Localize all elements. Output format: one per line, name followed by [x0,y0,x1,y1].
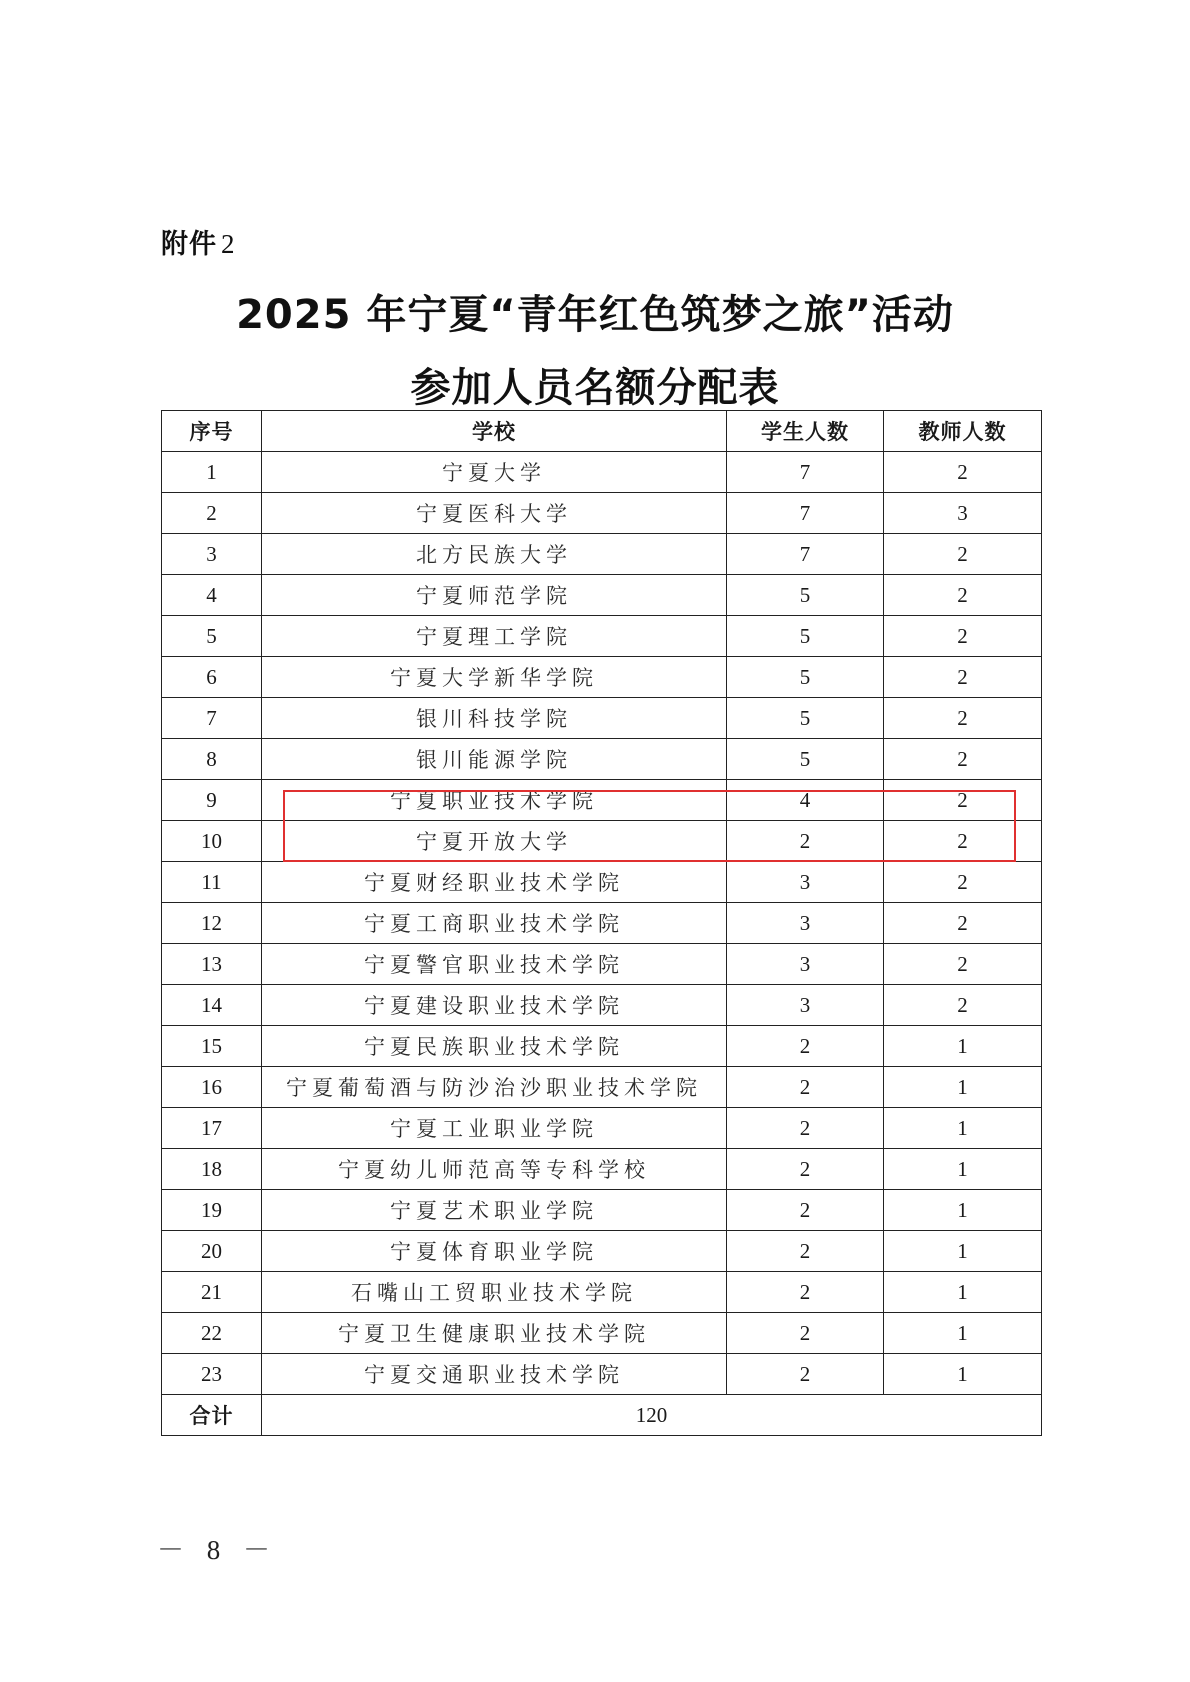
row-student-count: 2 [727,1231,884,1272]
table-row [162,903,1042,944]
row-school-name: 银川科技学院 [262,698,727,739]
row-school-name: 宁夏葡萄酒与防沙治沙职业技术学院 [262,1067,727,1108]
row-school-name: 宁夏医科大学 [262,493,727,534]
row-teacher-count: 2 [884,575,1042,616]
table-row [162,1190,1042,1231]
row-student-count: 5 [727,657,884,698]
row-teacher-count: 2 [884,862,1042,903]
row-student-count: 7 [727,493,884,534]
row-school-name: 宁夏工业职业学院 [262,1108,727,1149]
row-serial-number: 3 [162,534,262,575]
table-row [162,821,1042,862]
table-row [162,1026,1042,1067]
row-student-count: 7 [727,534,884,575]
row-school-name: 宁夏幼儿师范高等专科学校 [262,1149,727,1190]
row-serial-number: 13 [162,944,262,985]
row-teacher-count: 3 [884,493,1042,534]
row-student-count: 2 [727,1149,884,1190]
row-school-name: 宁夏开放大学 [262,821,727,862]
table-row [162,1354,1042,1395]
row-teacher-count: 2 [884,780,1042,821]
document-title-line-2: 参加人员名额分配表 [410,365,780,411]
row-student-count: 5 [727,739,884,780]
row-serial-number: 10 [162,821,262,862]
table-row [162,985,1042,1026]
row-teacher-count: 2 [884,903,1042,944]
row-school-name: 宁夏财经职业技术学院 [262,862,727,903]
document-title-line-1: 2025 年宁夏“青年红色筑梦之旅”活动 [236,292,954,338]
row-school-name: 宁夏交通职业技术学院 [262,1354,727,1395]
row-teacher-count: 2 [884,821,1042,862]
row-school-name: 宁夏师范学院 [262,575,727,616]
row-serial-number: 8 [162,739,262,780]
table-row [162,1067,1042,1108]
table-row [162,1272,1042,1313]
row-serial-number: 2 [162,493,262,534]
row-serial-number: 6 [162,657,262,698]
row-teacher-count: 2 [884,985,1042,1026]
row-teacher-count: 1 [884,1149,1042,1190]
row-school-name: 北方民族大学 [262,534,727,575]
table-row [162,1313,1042,1354]
table-row [162,698,1042,739]
table-row [162,1231,1042,1272]
row-serial-number: 21 [162,1272,262,1313]
row-serial-number: 22 [162,1313,262,1354]
row-serial-number: 15 [162,1026,262,1067]
row-school-name: 宁夏大学新华学院 [262,657,727,698]
header-teacher-count: 教师人数 [884,411,1042,452]
row-student-count: 3 [727,944,884,985]
row-serial-number: 4 [162,575,262,616]
row-school-name: 银川能源学院 [262,739,727,780]
row-serial-number: 11 [162,862,262,903]
attachment-label-text: 附件 [161,229,217,260]
row-teacher-count: 1 [884,1272,1042,1313]
row-serial-number: 14 [162,985,262,1026]
row-school-name: 宁夏理工学院 [262,616,727,657]
row-student-count: 2 [727,1272,884,1313]
row-teacher-count: 1 [884,1026,1042,1067]
row-serial-number: 19 [162,1190,262,1231]
quota-allocation-table [161,410,1042,1436]
row-student-count: 2 [727,1190,884,1231]
table-row [162,780,1042,821]
row-school-name: 宁夏卫生健康职业技术学院 [262,1313,727,1354]
row-student-count: 3 [727,903,884,944]
row-teacher-count: 1 [884,1354,1042,1395]
row-school-name: 宁夏艺术职业学院 [262,1190,727,1231]
table-row [162,944,1042,985]
row-serial-number: 18 [162,1149,262,1190]
row-school-name: 宁夏警官职业技术学院 [262,944,727,985]
row-teacher-count: 2 [884,944,1042,985]
row-school-name: 宁夏建设职业技术学院 [262,985,727,1026]
row-teacher-count: 2 [884,534,1042,575]
row-school-name: 石嘴山工贸职业技术学院 [262,1272,727,1313]
header-serial-number: 序号 [162,411,262,452]
row-student-count: 5 [727,575,884,616]
table-row [162,575,1042,616]
row-teacher-count: 1 [884,1231,1042,1272]
row-school-name: 宁夏大学 [262,452,727,493]
row-teacher-count: 2 [884,739,1042,780]
row-teacher-count: 1 [884,1067,1042,1108]
row-serial-number: 5 [162,616,262,657]
row-teacher-count: 2 [884,616,1042,657]
table-row [162,452,1042,493]
row-school-name: 宁夏体育职业学院 [262,1231,727,1272]
row-serial-number: 20 [162,1231,262,1272]
table-header-row [162,411,1042,452]
table-row [162,739,1042,780]
table-row [162,534,1042,575]
row-teacher-count: 1 [884,1313,1042,1354]
table-row [162,1108,1042,1149]
attachment-number: 2 [221,229,236,259]
row-school-name: 宁夏职业技术学院 [262,780,727,821]
row-teacher-count: 2 [884,698,1042,739]
page-number: － 8 － [157,1535,278,1565]
table-row [162,616,1042,657]
table-row [162,493,1042,534]
table-total-row [162,1395,1042,1436]
row-serial-number: 12 [162,903,262,944]
row-teacher-count: 1 [884,1190,1042,1231]
total-label: 合计 [162,1395,262,1436]
row-student-count: 2 [727,821,884,862]
header-student-count: 学生人数 [727,411,884,452]
row-serial-number: 16 [162,1067,262,1108]
row-student-count: 2 [727,1067,884,1108]
row-student-count: 5 [727,616,884,657]
table-body [162,452,1042,1395]
row-serial-number: 17 [162,1108,262,1149]
row-serial-number: 9 [162,780,262,821]
row-student-count: 3 [727,862,884,903]
row-school-name: 宁夏民族职业技术学院 [262,1026,727,1067]
table-row [162,862,1042,903]
row-school-name: 宁夏工商职业技术学院 [262,903,727,944]
row-student-count: 2 [727,1108,884,1149]
row-student-count: 5 [727,698,884,739]
row-teacher-count: 1 [884,1108,1042,1149]
table-row [162,1149,1042,1190]
row-student-count: 2 [727,1026,884,1067]
row-serial-number: 1 [162,452,262,493]
row-student-count: 2 [727,1313,884,1354]
total-value: 120 [262,1395,1042,1436]
row-teacher-count: 2 [884,657,1042,698]
header-school: 学校 [262,411,727,452]
table-row [162,657,1042,698]
attachment-label [161,222,236,261]
row-student-count: 3 [727,985,884,1026]
row-student-count: 2 [727,1354,884,1395]
row-student-count: 4 [727,780,884,821]
row-teacher-count: 2 [884,452,1042,493]
row-student-count: 7 [727,452,884,493]
row-serial-number: 7 [162,698,262,739]
row-serial-number: 23 [162,1354,262,1395]
